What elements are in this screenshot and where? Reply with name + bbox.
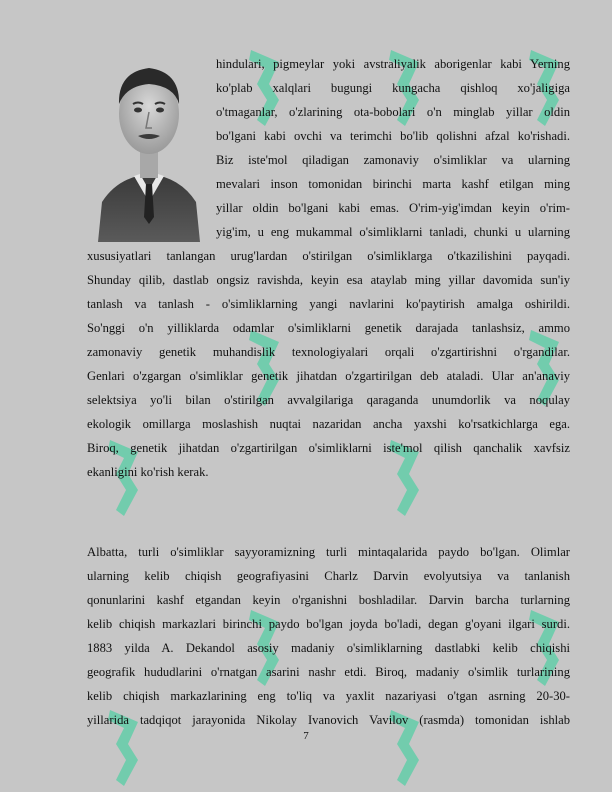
text-line: bo'lgani kabi ovchi va terimchi bo'lib qolishni afzal ko'rishadi. (216, 129, 570, 143)
text-line: yillar oldin bo'lgani kabi emas. O'rim-yig'imdan keyin o'rim- (216, 201, 570, 215)
text-line: zamonaviy genetik muhandislik texnologiyalari orqali o'zgartirishni o'rgandilar. (87, 345, 570, 359)
text-line: geografik hududlarini o'rnatgan asarini nashr etdi. Biroq, madaniy o'simlik turlarining (87, 665, 570, 679)
text-line: ekologik omillarga moslashish nuqtai nazaridan ancha yaxshi ko'rsatkichlarga ega. (87, 417, 570, 431)
text-line: ko'plab xalqlari bugungi kungacha qishloq xo'jaligiga (216, 81, 570, 95)
text-line: ekanligini ko'rish kerak. (87, 465, 209, 479)
text-line: tanlash va tanlash - o'simliklarning yangi navlarini ko'paytirish amalga oshirildi. (87, 297, 570, 311)
text-line: kelib chiqish markazlari birinchi paydo bo'lgan joyda bo'ladi, degan g'oyani ilgari surdi. (87, 617, 570, 631)
text-line: o'tmaganlar, o'zlarining ota-bobolari o'n minglab yillar oldin (216, 105, 570, 119)
text-line: Biz iste'mol qiladigan zamonaviy o'simliklar va ularning (216, 153, 570, 167)
text-line: ularning kelib chiqish geografiyasini Charlz Darvin evolyutsiya va tanlanish (87, 569, 570, 583)
portrait-photo (88, 52, 210, 242)
text-line: Genlari o'zgargan o'simliklar genetik jihatdan o'zgartirilgan deb ataladi. Ular an'anaviy (87, 369, 570, 383)
text-line: yig'im, u eng mukammal o'simliklarni tanladi, chunki u ularning (216, 225, 570, 239)
page-number: 7 (303, 730, 309, 742)
text-line: selektsiya yo'li bilan o'stirilgan avvalgilariga qaraganda unumdorlik va noqulay (87, 393, 570, 407)
text-line: So'nggi o'n yilliklarda odamlar o'simliklarni genetik darajada tanlashsiz, ammo (87, 321, 570, 335)
text-line: Shunday qilib, dastlab ongsiz ravishda, keyin esa ataylab ming yillar davomida sun'iy (87, 273, 570, 287)
text-line: 1883 yilda A. Dekandol asosiy madaniy o'simliklarning dastlabki kelib chiqishi (87, 641, 570, 655)
text-line: yillarida tadqiqot jarayonida Nikolay Ivanovich Vavilov (rasmda) tomonidan ishlab (87, 713, 570, 727)
text-line: qonunlarini kashf etgandan keyin o'rganishni boshladilar. Darvin barcha turlarning (87, 593, 570, 607)
text-line: Biroq, genetik jihatdan o'zgartirilgan o'simliklarni iste'mol qilish qanchalik xavfsiz (87, 441, 570, 455)
text-line: Albatta, turli o'simliklar sayyoramizning turli mintaqalarida paydo bo'lgan. Olimlar (87, 545, 570, 559)
text-line: mevalari inson tomonidan birinchi marta kashf etilgan ming (216, 177, 570, 191)
text-line: hindulari, pigmeylar yoki avstraliyalik aborigenlar kabi Yerning (216, 57, 570, 71)
text-line: kelib chiqish markazlarining eng to'liq va yaxlit nazariyasi o'tgan asrning 20-30- (87, 689, 570, 703)
text-line: xususiyatlari tanlangan urug'lardan o'stirilgan o'simliklarga o'tkazilishini payqadi. (87, 249, 570, 263)
